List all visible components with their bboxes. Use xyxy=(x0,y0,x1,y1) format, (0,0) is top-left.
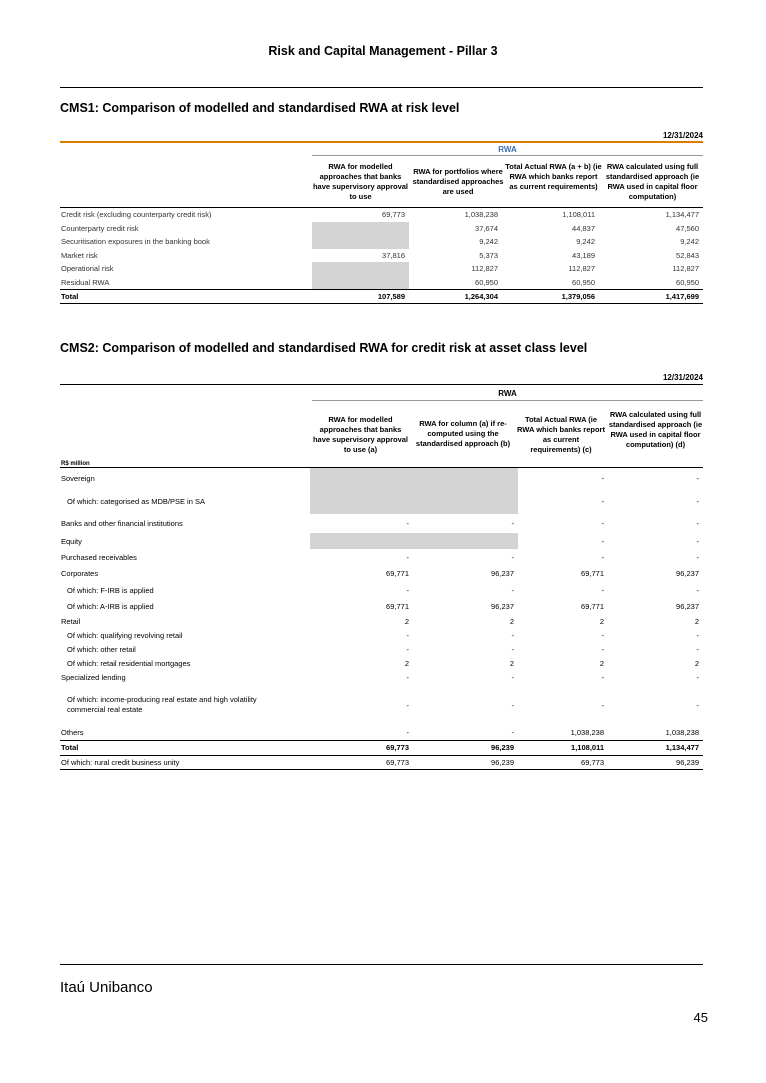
cell-a: - xyxy=(406,728,409,738)
cell-c: - xyxy=(601,536,604,546)
cell-a: 107,589 xyxy=(377,292,405,301)
cell-c: 44,837 xyxy=(572,223,595,233)
cell-a: 2 xyxy=(404,658,409,668)
table-row xyxy=(60,533,703,549)
cell-d: - xyxy=(696,672,699,682)
cell-a: 69,771 xyxy=(386,569,409,578)
cell-d: 96,237 xyxy=(676,569,699,578)
cell-c: - xyxy=(601,585,604,595)
cell-b: 96,237 xyxy=(491,569,514,578)
cms1-col-b-header: RWA for portfolios where standardised approaches are used xyxy=(412,167,504,196)
table-row xyxy=(60,642,703,656)
table-row xyxy=(60,222,703,236)
cell-d: - xyxy=(696,630,699,640)
cell-b: 1,038,238 xyxy=(464,210,498,220)
cell-c: - xyxy=(601,672,604,682)
cell-d: 96,237 xyxy=(676,601,699,611)
cms1-col-c-header: Total Actual RWA (a + b) (ie RWA which banks report as current requirements) xyxy=(505,162,602,191)
cell-c: - xyxy=(601,700,604,710)
row-label: Of which: F-IRB is applied xyxy=(67,585,154,595)
cms2-date: 12/31/2024 xyxy=(662,373,703,382)
cell-c: 1,379,056 xyxy=(561,292,595,301)
cell-a: 69,773 xyxy=(386,743,409,752)
cell-d: - xyxy=(696,644,699,654)
cell-c: 1,108,011 xyxy=(571,743,604,752)
cms1-col-d-header: RWA calculated using full standardised approach (ie RWA used in capital floor computation) xyxy=(605,162,700,201)
cell-c: 2 xyxy=(599,658,604,668)
cell-d: 1,038,238 xyxy=(665,728,699,738)
cell-a: - xyxy=(406,700,409,710)
cell-b: 37,674 xyxy=(475,223,498,233)
cell-b: 9,242 xyxy=(479,237,498,247)
table-row xyxy=(60,565,703,582)
row-label: Securitisation exposures in the banking book xyxy=(61,237,210,247)
cell-a-shaded xyxy=(312,262,409,276)
cms2-col-c-header: Total Actual RWA (ie RWA which banks report as current requirements) (c) xyxy=(517,415,605,454)
cell-c: 112,827 xyxy=(568,264,595,274)
cms2-group-rule xyxy=(312,400,703,401)
table-row xyxy=(60,208,703,222)
row-label: Of which: qualifying revolving retail xyxy=(67,630,183,640)
cms1-title: CMS1: Comparison of modelled and standardised RWA at risk level xyxy=(60,101,460,115)
row-label: Corporates xyxy=(61,569,99,578)
cell-b: 112,827 xyxy=(471,264,498,274)
cms1-group-rule xyxy=(312,155,703,156)
cell-d: - xyxy=(696,519,699,528)
cell-b: 60,950 xyxy=(475,277,498,287)
row-label: Of which: retail residential mortgages xyxy=(67,658,191,668)
cell-d: - xyxy=(696,536,699,546)
cell-c: - xyxy=(601,630,604,640)
cell-a: - xyxy=(406,672,409,682)
cms2-col-b-header: RWA for column (a) if re-computed using the standardised approach (b) xyxy=(415,419,511,448)
footer-rule xyxy=(60,964,703,965)
cell-b-shaded xyxy=(413,533,518,549)
cell-c: 9,242 xyxy=(576,237,595,247)
table-row xyxy=(60,628,703,642)
cell-a-shaded xyxy=(310,468,413,488)
table-row xyxy=(60,235,703,249)
cell-b-shaded xyxy=(413,488,518,514)
total-row xyxy=(60,740,703,755)
cms2-col-a-header: RWA for modelled approaches that banks have supervisory approval to use (a) xyxy=(312,415,409,454)
cell-c: - xyxy=(601,552,604,562)
table-row xyxy=(60,262,703,276)
table-row xyxy=(60,684,703,726)
cell-a: - xyxy=(406,630,409,640)
cell-d: 112,827 xyxy=(672,264,699,274)
cell-d: - xyxy=(696,700,699,710)
cell-a-shaded xyxy=(312,235,409,249)
cms2-rwa-label: RWA xyxy=(498,389,517,398)
cell-b: - xyxy=(511,728,514,738)
cms1-orange-rule xyxy=(60,141,703,143)
cell-d: 2 xyxy=(694,616,699,626)
cell-d: - xyxy=(696,585,699,595)
cell-b: - xyxy=(511,552,514,562)
cell-a: 69,773 xyxy=(382,210,405,220)
row-label: Total xyxy=(61,292,79,301)
page-title: Risk and Capital Management - Pillar 3 xyxy=(268,44,498,58)
cell-a: - xyxy=(406,644,409,654)
table-row xyxy=(60,582,703,598)
cell-c: 60,950 xyxy=(572,277,595,287)
row-label: Sovereign xyxy=(61,473,95,483)
cell-c: - xyxy=(601,473,604,483)
row-label: Of which: categorised as MDB/PSE in SA xyxy=(67,496,205,506)
cell-b: 2 xyxy=(509,658,514,668)
cell-c: 69,771 xyxy=(581,569,604,578)
unit-label: R$ million xyxy=(61,461,90,467)
cell-a: - xyxy=(406,585,409,595)
row-label: Counterparty credit risk xyxy=(61,223,139,233)
cell-a: 37,816 xyxy=(382,250,405,260)
cell-d: 2 xyxy=(694,658,699,668)
cell-b: 96,239 xyxy=(491,743,514,752)
row-label: Others xyxy=(61,728,84,738)
total-row xyxy=(60,290,703,304)
cell-c: - xyxy=(601,519,604,528)
table-row xyxy=(60,598,703,614)
row-label: Purchased receivables xyxy=(61,552,137,562)
cell-c: - xyxy=(601,496,604,506)
header-rule xyxy=(60,87,703,88)
row-label: Banks and other financial institutions xyxy=(61,519,183,528)
cell-b: - xyxy=(511,585,514,595)
table-row xyxy=(60,670,703,684)
cms2-title: CMS2: Comparison of modelled and standardised RWA for credit risk at asset class level xyxy=(60,341,588,355)
row-label: Specialized lending xyxy=(61,672,126,682)
cell-d: 96,239 xyxy=(676,757,699,767)
row-label: Credit risk (excluding counterparty credit risk) xyxy=(61,210,212,220)
row-label: Operational risk xyxy=(61,264,114,274)
table-row xyxy=(60,614,703,628)
cell-d: 52,843 xyxy=(676,250,699,260)
cell-c: 2 xyxy=(599,616,604,626)
cell-a-shaded xyxy=(312,276,409,290)
cms1-col-a-header: RWA for modelled approaches that banks have supervisory approval to use xyxy=(312,162,409,201)
cell-d: 1,134,477 xyxy=(665,210,699,220)
cell-c: 1,038,238 xyxy=(570,728,604,738)
table-row xyxy=(60,755,703,769)
cell-d: 1,417,699 xyxy=(665,292,699,301)
cell-a: - xyxy=(406,519,409,528)
row-label: Of which: A-IRB is applied xyxy=(67,601,154,611)
cms2-table xyxy=(60,468,703,770)
row-label: Residual RWA xyxy=(61,277,110,287)
table-row xyxy=(60,656,703,670)
table-row xyxy=(60,276,703,290)
cell-b: - xyxy=(511,630,514,640)
row-label: Equity xyxy=(61,536,82,546)
row-label: Total xyxy=(61,743,79,752)
cell-d: 60,950 xyxy=(676,277,699,287)
row-label: Retail xyxy=(61,616,81,626)
cell-d: - xyxy=(696,473,699,483)
cell-d: - xyxy=(696,552,699,562)
cms1-rwa-label: RWA xyxy=(498,145,517,154)
cell-a: 69,773 xyxy=(386,757,409,767)
cell-a-shaded xyxy=(312,222,409,236)
cell-b: - xyxy=(511,672,514,682)
page-number: 45 xyxy=(693,1010,708,1025)
cell-a: - xyxy=(406,552,409,562)
cms2-top-rule xyxy=(60,384,703,385)
cell-a-shaded xyxy=(310,533,413,549)
cell-d: - xyxy=(696,496,699,506)
cms1-date: 12/31/2024 xyxy=(662,131,703,140)
table-row xyxy=(60,549,703,565)
cell-b-shaded xyxy=(413,468,518,488)
cell-b: - xyxy=(511,519,514,528)
cell-d: 47,560 xyxy=(676,223,699,233)
row-label: Of which: income-producing real estate and high volatility commercial real estate xyxy=(67,695,257,714)
cell-a-shaded xyxy=(310,488,413,514)
cms2-col-d-header: RWA calculated using full standardised approach (ie RWA used in capital floor computation) (d) xyxy=(608,410,703,449)
table-row xyxy=(60,726,703,740)
cell-b: - xyxy=(511,700,514,710)
cell-b: 96,239 xyxy=(491,757,514,767)
cell-c: 1,108,011 xyxy=(562,210,595,220)
cell-b: 5,373 xyxy=(479,250,498,260)
cell-a: 69,771 xyxy=(386,601,409,611)
table-row xyxy=(60,468,703,488)
table-row xyxy=(60,249,703,263)
cell-b: 1,264,304 xyxy=(464,292,498,301)
cell-b: 2 xyxy=(509,616,514,626)
cell-d: 1,134,477 xyxy=(665,743,699,752)
row-label: Market risk xyxy=(61,250,98,260)
cell-c: - xyxy=(601,644,604,654)
cell-a: 2 xyxy=(404,616,409,626)
cell-b: 96,237 xyxy=(491,601,514,611)
cell-d: 9,242 xyxy=(680,237,699,247)
cell-b: - xyxy=(511,644,514,654)
cell-c: 43,189 xyxy=(572,250,595,260)
cell-c: 69,773 xyxy=(581,757,604,767)
table-row xyxy=(60,488,703,514)
cell-c: 69,771 xyxy=(581,601,604,611)
row-label: Of which: other retail xyxy=(67,644,136,654)
cms1-table xyxy=(60,208,703,304)
footer-brand: Itaú Unibanco xyxy=(60,979,153,996)
row-label: Of which: rural credit business unity xyxy=(61,757,180,767)
table-row xyxy=(60,514,703,533)
